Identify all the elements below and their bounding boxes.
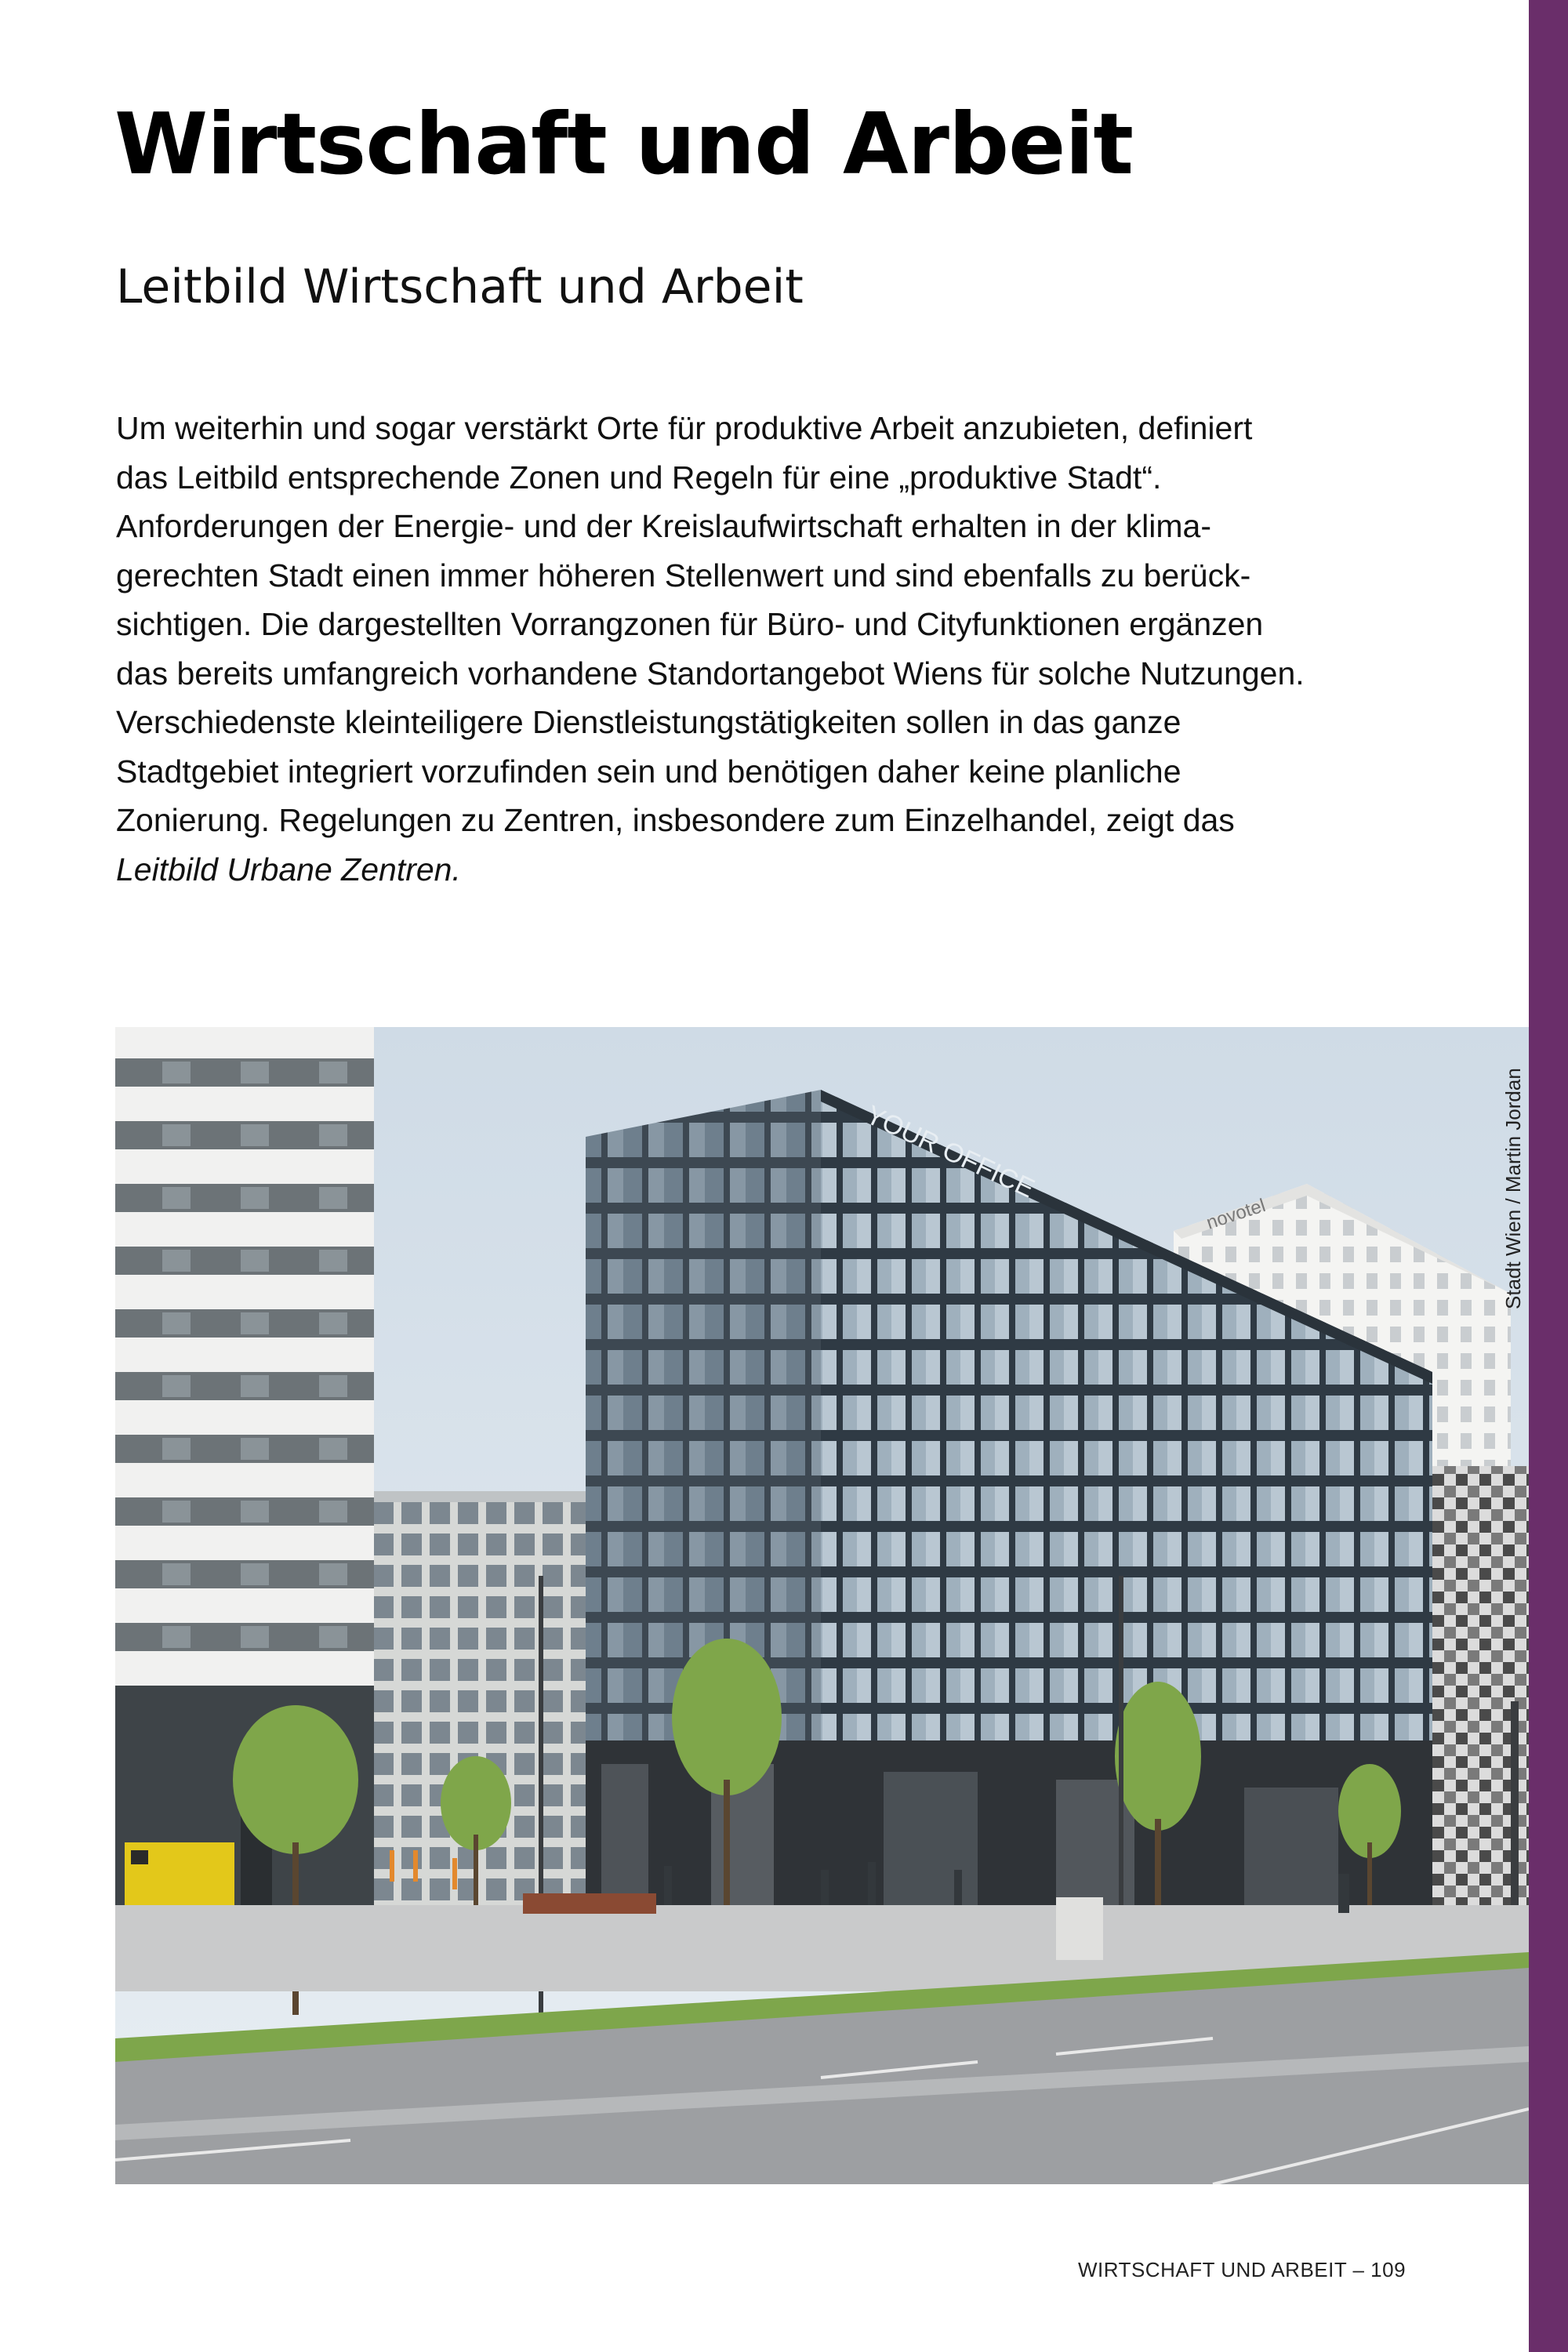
body-line: das Leitbild entsprechende Zonen und Regeln für eine „produktive Stadt“. <box>116 459 1162 495</box>
body-line: Stadtgebiet integriert vorzufinden sein und benötigen daher keine planliche <box>116 753 1181 789</box>
office-sign: YOUR OFFICE <box>861 1099 1040 1204</box>
body-line: gerechten Stadt einen immer höheren Stellenwert und sind ebenfalls zu berück- <box>116 557 1251 593</box>
body-paragraph <box>116 404 1370 894</box>
page-title: Wirtschaft und Arbeit <box>114 96 1134 194</box>
office-building-photo <box>115 1027 1529 2184</box>
body-line-italic-reference: Leitbild Urbane Zentren. <box>116 851 461 887</box>
page-footer: WIRTSCHAFT UND ARBEIT – 109 <box>1078 2258 1406 2281</box>
body-line: sichtigen. Die dargestellten Vorrangzonen für Büro- und Cityfunktionen ergänzen <box>116 606 1264 642</box>
body-line: Anforderungen der Energie- und der Kreislaufwirtschaft erhalten in der klima- <box>116 508 1212 544</box>
body-line: das bereits umfangreich vorhandene Standortangebot Wiens für solche Nutzungen. <box>116 655 1305 691</box>
body-line: Um weiterhin und sogar verstärkt Orte für produktive Arbeit anzubieten, definiert <box>116 410 1253 446</box>
hotel-sign: novotel <box>1203 1195 1269 1234</box>
section-subtitle: Leitbild Wirtschaft und Arbeit <box>116 260 804 314</box>
body-line: Verschiedenste kleinteiligere Dienstleistungstätigkeiten sollen in das ganze <box>116 704 1181 740</box>
accent-side-bar <box>1529 0 1568 2352</box>
photo-credit: Stadt Wien / Martin Jordan <box>1501 1068 1525 1309</box>
body-line: Zonierung. Regelungen zu Zentren, insbesondere zum Einzelhandel, zeigt das <box>116 802 1235 838</box>
